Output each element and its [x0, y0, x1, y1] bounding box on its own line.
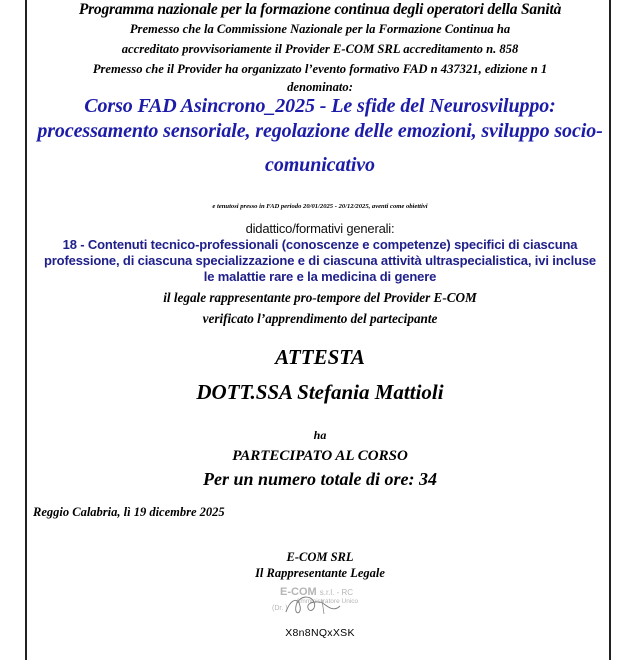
signature-icon	[284, 592, 344, 618]
participant-name: DOTT.SSA Stefania Mattioli	[196, 380, 444, 404]
signatory-role: Il Rappresentante Legale	[255, 566, 385, 580]
objective-line-1: 18 - Contenuti tecnico-professionali (conoscenze e competenze) specifici di ciascuna	[62, 237, 578, 252]
ha-label: ha	[313, 428, 327, 442]
stamp-company: E-COM s.r.l. - RC	[280, 586, 354, 598]
attesta-heading: ATTESTA	[275, 345, 365, 369]
premise-accreditation: accreditato provvisoriamente il Provider E-COM SRL accreditamento n. 858	[121, 42, 519, 56]
premise-event: Premesso che il Provider ha organizzato l’evento formativo FAD n 437321, edizione n 1	[92, 62, 548, 76]
place-and-date: Reggio Calabria, lì 19 dicembre 2025	[33, 505, 225, 519]
total-hours: Per un numero totale di ore: 34	[202, 469, 437, 489]
stamp-role: Amministratore Unico	[296, 598, 359, 605]
participated-label: PARTECIPATO AL CORSO	[232, 448, 408, 464]
stamp-person: (Dr. )	[272, 605, 288, 612]
program-heading: Programma nazionale per la formazione continua degli operatori della Sanità	[78, 1, 562, 18]
objective-line-3: le malattie rare e la medicina di genere	[203, 269, 437, 284]
company-name: E-COM SRL	[286, 550, 354, 564]
course-title-line-1: Corso FAD Asincrono_2025 - Le sfide del Neurosviluppo:	[84, 95, 556, 117]
objective-line-2: professione, di ciascuna specializzazione e di ciascuna attività ultraspecialistica, ivi incluse	[43, 253, 597, 268]
course-title-line-3: comunicativo	[265, 154, 375, 176]
period-line: e tenutosi presso in FAD periodo 20/01/2025 - 20/12/2025, aventi come obiettivi	[212, 203, 428, 210]
legal-representative-line: il legale rappresentante pro-tempore del Provider E-COM	[163, 290, 477, 305]
objectives-label: didattico/formativi generali:	[245, 221, 395, 236]
denominated-label: denominato:	[287, 80, 353, 94]
verification-code: X8n8NQxXSK	[285, 627, 355, 639]
company-stamp	[270, 586, 370, 616]
course-title-line-2: processamento sensoriale, regolazione delle emozioni, sviluppo socio-	[37, 120, 603, 142]
premise-commission: Premesso che la Commissione Nazionale per la Formazione Continua ha	[129, 22, 511, 36]
verified-line: verificato l’apprendimento del partecipante	[202, 311, 438, 326]
